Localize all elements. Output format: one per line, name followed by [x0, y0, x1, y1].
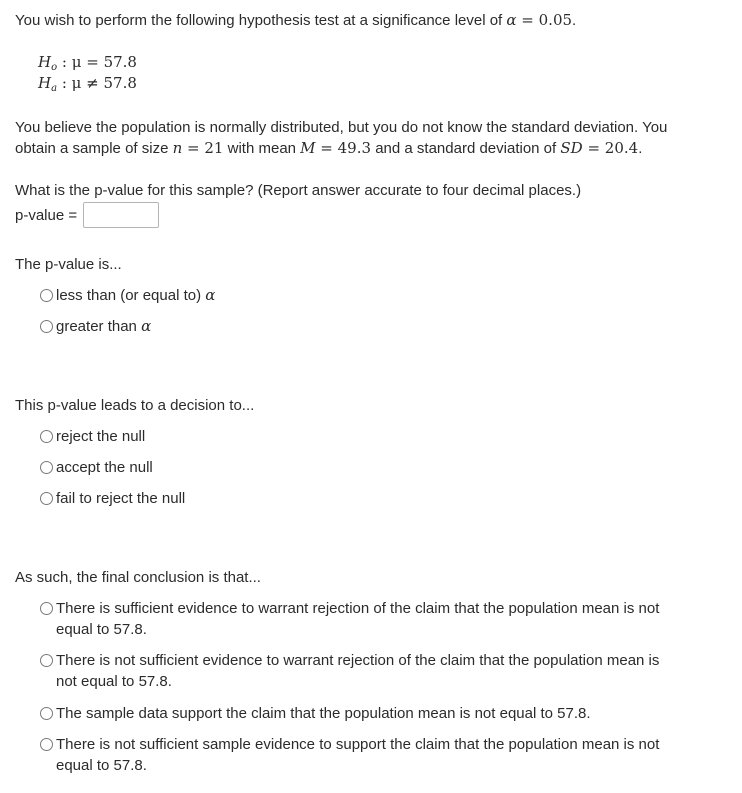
radio-button[interactable] [40, 654, 53, 667]
null-h: H [38, 53, 52, 71]
option-label: accept the null [56, 459, 153, 476]
radio-button[interactable] [40, 707, 53, 720]
mean-symbol: M [300, 139, 316, 157]
option-label-line-2: equal to 57.8. [56, 621, 147, 638]
alpha-equals: = [516, 11, 539, 29]
mean-value: = 49.3 [315, 139, 372, 157]
intro-text: You wish to perform the following hypothesis test at a significance level of [15, 12, 503, 29]
radio-button[interactable] [40, 289, 53, 302]
pvalue-compare-prompt: The p-value is... [15, 256, 122, 273]
alt-h: H [38, 74, 52, 92]
option-label-line-2: equal to 57.8. [56, 757, 147, 774]
alpha-symbol: α [506, 11, 517, 29]
alpha-symbol: α [141, 317, 152, 335]
option-greater-than-alpha[interactable] [40, 316, 151, 337]
option-reject-null[interactable] [40, 426, 145, 447]
sample-line-1: You believe the population is normally distributed, but you do not know the standard deviation. You [15, 119, 668, 136]
sample-text-a: obtain a sample of size [15, 140, 173, 157]
alternative-hypothesis [38, 73, 137, 99]
radio-button[interactable] [40, 492, 53, 505]
alt-rest: : μ ≠ 57.8 [57, 74, 137, 92]
pvalue-question: What is the p-value for this sample? (Report answer accurate to four decimal places.) [15, 182, 582, 199]
radio-button[interactable] [40, 738, 53, 751]
sample-text-c: and a standard deviation of [371, 140, 561, 157]
pvalue-label: p-value = [15, 207, 78, 224]
option-label: fail to reject the null [56, 490, 186, 507]
sample-text-d: . [638, 140, 643, 157]
option-label: reject the null [56, 428, 146, 445]
alpha-symbol: α [205, 286, 216, 304]
radio-button[interactable] [40, 461, 53, 474]
option-conclusion-3[interactable] [40, 703, 712, 724]
decision-prompt: This p-value leads to a decision to... [15, 397, 255, 414]
radio-button[interactable] [40, 430, 53, 443]
question-intro [15, 10, 576, 31]
radio-button[interactable] [40, 602, 53, 615]
option-conclusion-1[interactable] [40, 598, 712, 640]
option-accept-null[interactable] [40, 457, 153, 478]
option-label-line-1: There is not sufficient sample evidence to support the claim that the population mean is not [56, 736, 660, 753]
option-conclusion-2[interactable] [40, 650, 712, 692]
n-symbol: n [172, 139, 183, 157]
sd-symbol: SD [560, 139, 583, 157]
null-sub: o [51, 62, 58, 73]
pvalue-input[interactable] [83, 202, 159, 228]
option-less-than-alpha[interactable] [40, 285, 215, 306]
conclusion-prompt: As such, the final conclusion is that... [15, 569, 261, 586]
option-label: The sample data support the claim that the population mean is not equal to 57.8. [56, 705, 591, 722]
alt-sub: a [51, 83, 58, 94]
option-label-line-1: There is sufficient evidence to warrant rejection of the claim that the population mean is not [56, 600, 660, 617]
option-label: less than (or equal to) [56, 287, 206, 304]
option-label-line-2: not equal to 57.8. [56, 673, 172, 690]
option-label: greater than [56, 318, 142, 335]
n-value: = 21 [182, 139, 224, 157]
intro-period: . [572, 12, 577, 29]
sample-line-2 [15, 138, 642, 159]
null-rest: : μ = 57.8 [57, 53, 137, 71]
sample-text-b: with mean [223, 140, 301, 157]
sd-value: = 20.4 [582, 139, 639, 157]
option-conclusion-4[interactable] [40, 734, 712, 776]
option-fail-to-reject-null[interactable] [40, 488, 185, 509]
radio-button[interactable] [40, 320, 53, 333]
option-label-line-1: There is not sufficient evidence to warrant rejection of the claim that the population mean is [56, 652, 660, 669]
alpha-value: 0.05 [538, 11, 573, 29]
